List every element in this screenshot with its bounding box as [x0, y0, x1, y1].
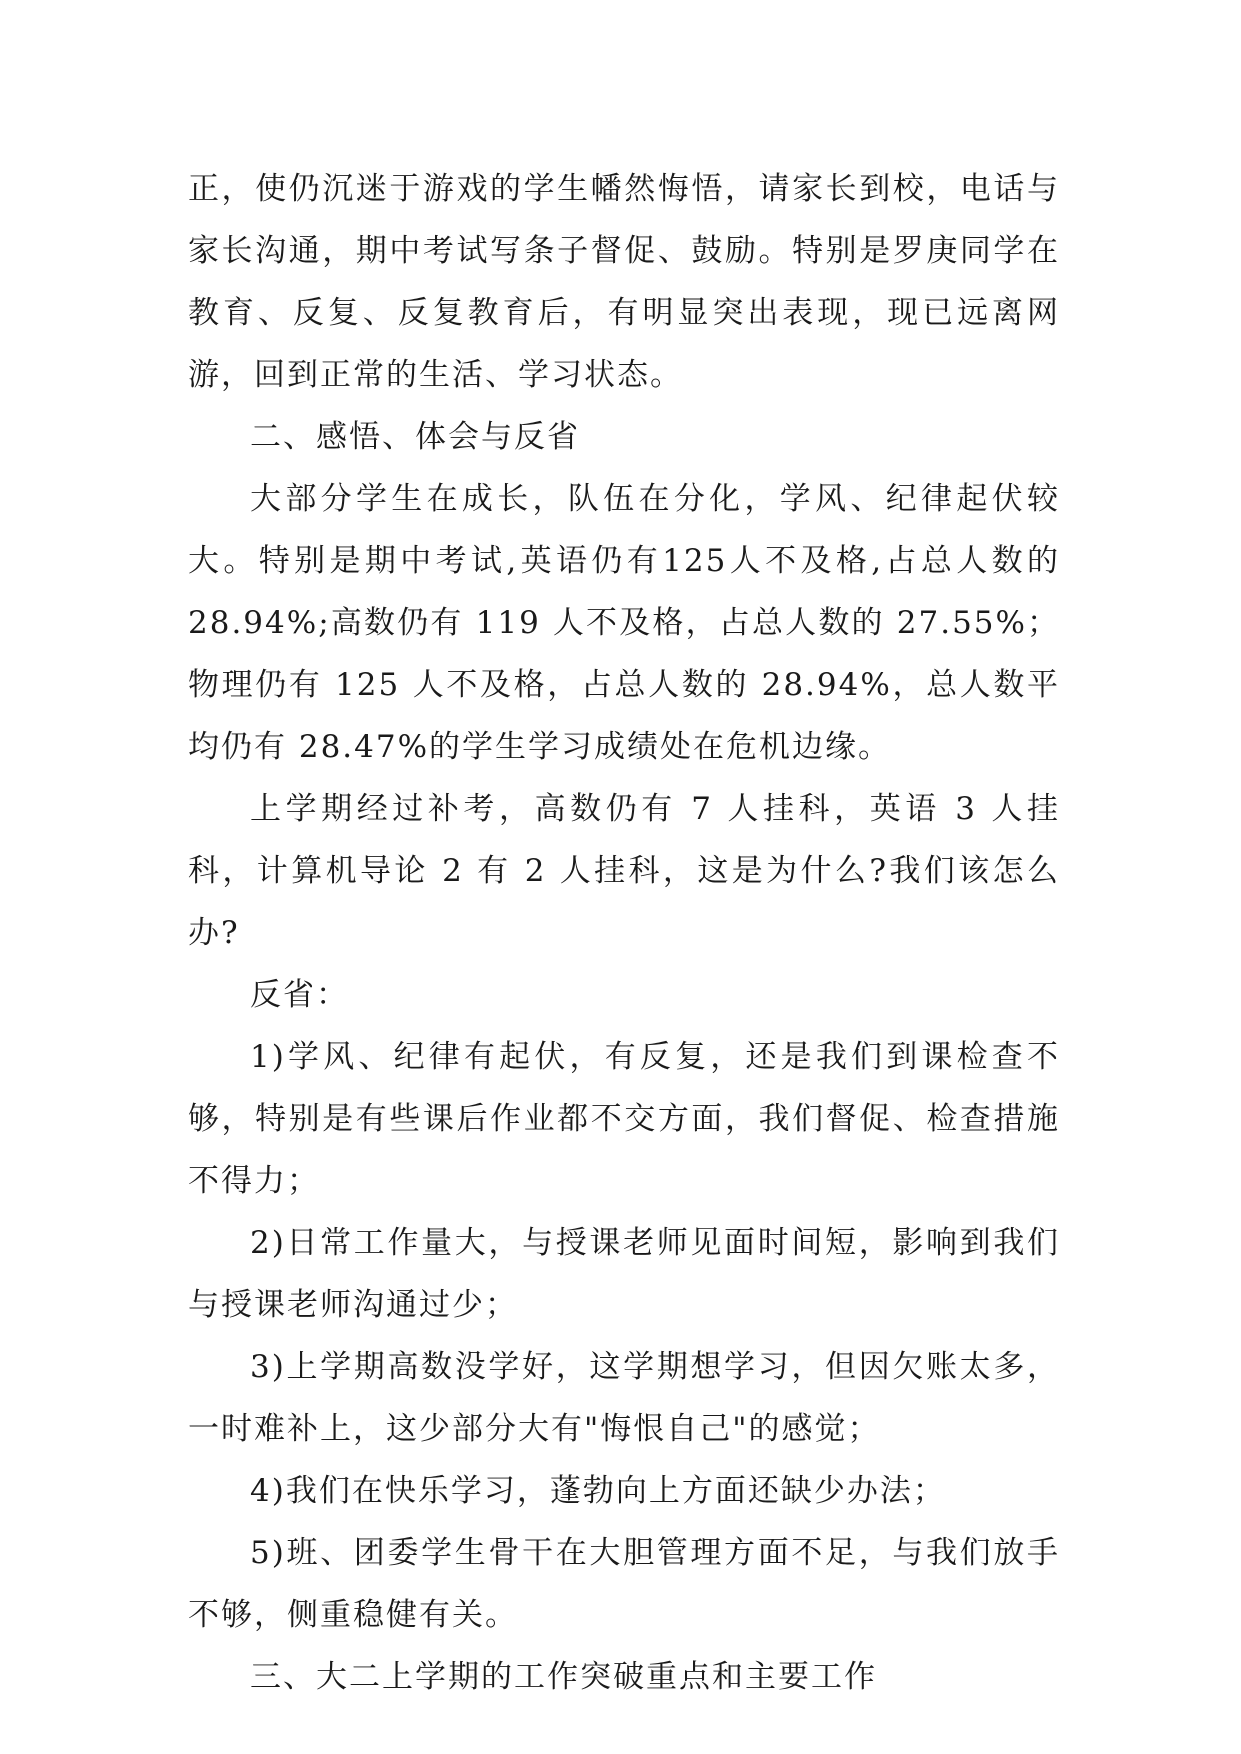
list-item-5: 5)班、团委学生骨干在大胆管理方面不足，与我们放手不够，侧重稳健有关。 [188, 1535, 1060, 1633]
paragraph-makeup-exam: 上学期经过补考，高数仍有 7 人挂科，英语 3 人挂科，计算机导论 2 有 2 人挂科，这是为什么?我们该怎么办? [188, 791, 1060, 951]
document-body [188, 158, 1060, 1708]
paragraph-growth: 大部分学生在成长，队伍在分化，学风、纪律起伏较大。特别是期中考试,英语仍有125人不及格,占总人数的28.94%;高数仍有 119 人不及格，占总人数的 27.55%；物理仍有 125 人不及格，占总人数的 28.94%，总人数平均仍有 28.47%的学生学习成绩处在危机边缘。 [188, 481, 1060, 765]
paragraph-reflection-label: 反省： [250, 977, 349, 1013]
list-item-1: 1)学风、纪律有起伏，有反复，还是我们到课检查不够，特别是有些课后作业都不交方面，我们督促、检查措施不得力； [188, 1039, 1060, 1199]
list-item-2: 2)日常工作量大，与授课老师见面时间短，影响到我们与授课老师沟通过少； [188, 1225, 1060, 1323]
section-heading-2: 二、感悟、体会与反省 [250, 419, 580, 455]
list-item-4: 4)我们在快乐学习，蓬勃向上方面还缺少办法； [250, 1473, 946, 1509]
list-item-3: 3)上学期高数没学好，这学期想学习，但因欠账太多，一时难补上，这少部分大有"悔恨自己"的感觉； [188, 1349, 1060, 1447]
section-heading-3: 三、大二上学期的工作突破重点和主要工作 [250, 1659, 877, 1695]
paragraph-continued: 正，使仍沉迷于游戏的学生幡然悔悟，请家长到校，电话与家长沟通，期中考试写条子督促、鼓励。特别是罗庚同学在教育、反复、反复教育后，有明显突出表现，现已远离网游，回到正常的生活、学习状态。 [188, 171, 1060, 393]
